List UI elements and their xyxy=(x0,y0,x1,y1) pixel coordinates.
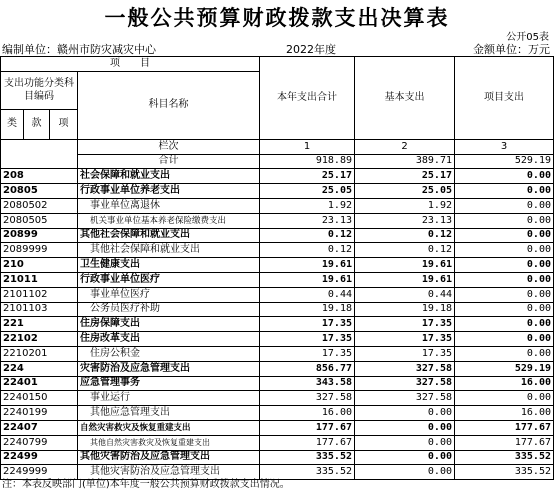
row-total-value: 16.00 xyxy=(260,406,355,421)
row-project-value: 0.00 xyxy=(455,169,554,184)
row-subject-name: 卫生健康支出 xyxy=(78,258,260,273)
row-code: 22401 xyxy=(1,376,78,391)
row-total-value: 1.92 xyxy=(260,198,355,213)
row-total-value: 17.35 xyxy=(260,332,355,347)
row-code: 2080502 xyxy=(1,198,78,213)
row-subject-name: 住房改革支出 xyxy=(78,332,260,347)
unit-label: 金额单位：万元 xyxy=(473,43,550,56)
row-subject-name: 其他自然灾害救灾及恢复重建支出 xyxy=(78,435,260,450)
row-subject-name: 事业单位医疗 xyxy=(78,287,260,302)
row-total-value: 856.77 xyxy=(260,361,355,376)
row-subject-name: 灾害防治及应急管理支出 xyxy=(78,361,260,376)
row-project-value: 16.00 xyxy=(455,406,554,421)
year-label: 2022年度 xyxy=(286,43,336,56)
row-project-value: 0.00 xyxy=(455,272,554,287)
org-label: 编制单位：赣州市防灾减灾中心 xyxy=(2,43,156,56)
row-subject-name: 其他灾害防治及应急管理支出 xyxy=(78,465,260,480)
row-total-value: 0.12 xyxy=(260,243,355,258)
table-row xyxy=(1,287,554,302)
row-code: 2101103 xyxy=(1,302,78,317)
row-basic-value: 19.61 xyxy=(355,258,455,273)
row-basic-value: 0.00 xyxy=(355,465,455,480)
row-total-value: 327.58 xyxy=(260,391,355,406)
table-row xyxy=(1,332,554,347)
row-subject-name: 行政事业单位医疗 xyxy=(78,272,260,287)
row-subject-name: 其他社会保障和就业支出 xyxy=(78,228,260,243)
report-title: 一般公共预算财政拨款支出决算表 xyxy=(104,6,450,30)
table-row xyxy=(1,450,554,465)
row-total-value: 23.13 xyxy=(260,213,355,228)
row-basic-value: 23.13 xyxy=(355,213,455,228)
table-row xyxy=(1,243,554,258)
row-subject-name: 其他社会保障和就业支出 xyxy=(78,243,260,258)
xiang-header: 项 xyxy=(50,109,78,139)
row-total-value: 19.18 xyxy=(260,302,355,317)
row-code: 2101102 xyxy=(1,287,78,302)
row-project-value: 0.00 xyxy=(455,346,554,361)
footer-note: 注：本表反映部门(单位)本年度一般公共预算财政拨款支出情况。 xyxy=(2,479,290,490)
col-project-header: 项目支出 xyxy=(455,57,554,140)
table-row xyxy=(1,169,554,184)
func-code-header: 支出功能分类科目编码 xyxy=(1,71,78,109)
row-total-value: 0.44 xyxy=(260,287,355,302)
col-total-header: 本年支出合计 xyxy=(260,57,355,140)
row-total-value: 19.61 xyxy=(260,258,355,273)
basic-sum: 389.71 xyxy=(355,154,455,169)
row-subject-name: 社会保障和就业支出 xyxy=(78,169,260,184)
row-basic-value: 0.12 xyxy=(355,243,455,258)
heji-label: 合计 xyxy=(78,154,260,169)
row-basic-value: 1.92 xyxy=(355,198,455,213)
table-row xyxy=(1,184,554,199)
table-row xyxy=(1,317,554,332)
row-code: 22102 xyxy=(1,332,78,347)
row-basic-value: 327.58 xyxy=(355,391,455,406)
row-project-value: 0.00 xyxy=(455,198,554,213)
row-project-value: 0.00 xyxy=(455,287,554,302)
row-subject-name: 机关事业单位基本养老保险缴费支出 xyxy=(78,213,260,228)
row-total-value: 343.58 xyxy=(260,376,355,391)
row-code: 20899 xyxy=(1,228,78,243)
row-total-value: 177.67 xyxy=(260,435,355,450)
row-basic-value: 0.00 xyxy=(355,420,455,435)
row-code: 2249999 xyxy=(1,465,78,480)
row-project-value: 177.67 xyxy=(455,435,554,450)
table-row xyxy=(1,361,554,376)
row-subject-name: 住房保障支出 xyxy=(78,317,260,332)
row-code: 2240199 xyxy=(1,406,78,421)
table-row xyxy=(1,346,554,361)
table-row xyxy=(1,258,554,273)
row-subject-name: 住房公积金 xyxy=(78,346,260,361)
row-project-value: 16.00 xyxy=(455,376,554,391)
table-row xyxy=(1,272,554,287)
kuan-header: 款 xyxy=(24,109,50,139)
row-project-value: 0.00 xyxy=(455,184,554,199)
row-total-value: 17.35 xyxy=(260,317,355,332)
col-num-2: 2 xyxy=(355,139,455,154)
table-row xyxy=(1,406,554,421)
row-project-value: 0.00 xyxy=(455,228,554,243)
row-total-value: 335.52 xyxy=(260,450,355,465)
row-basic-value: 0.00 xyxy=(355,450,455,465)
row-basic-value: 0.44 xyxy=(355,287,455,302)
row-subject-name: 行政事业单位养老支出 xyxy=(78,184,260,199)
subject-name-header: 科目名称 xyxy=(78,71,260,139)
row-project-value: 0.00 xyxy=(455,302,554,317)
row-subject-name: 其他灾害防治及应急管理支出 xyxy=(78,450,260,465)
row-code: 2240150 xyxy=(1,391,78,406)
row-code: 20805 xyxy=(1,184,78,199)
row-project-value: 177.67 xyxy=(455,420,554,435)
row-basic-value: 25.17 xyxy=(355,169,455,184)
row-project-value: 335.52 xyxy=(455,450,554,465)
row-code: 221 xyxy=(1,317,78,332)
table-row xyxy=(1,198,554,213)
row-project-value: 335.52 xyxy=(455,465,554,480)
total-sum: 918.89 xyxy=(260,154,355,169)
row-total-value: 177.67 xyxy=(260,420,355,435)
row-code: 224 xyxy=(1,361,78,376)
row-basic-value: 17.35 xyxy=(355,332,455,347)
row-project-value: 0.00 xyxy=(455,391,554,406)
row-code: 210 xyxy=(1,258,78,273)
row-code: 2089999 xyxy=(1,243,78,258)
row-basic-value: 17.35 xyxy=(355,317,455,332)
row-basic-value: 327.58 xyxy=(355,361,455,376)
row-basic-value: 327.58 xyxy=(355,376,455,391)
row-subject-name: 公务员医疗补助 xyxy=(78,302,260,317)
lei-header: 类 xyxy=(1,109,24,139)
row-project-value: 0.00 xyxy=(455,243,554,258)
project-sum: 529.19 xyxy=(455,154,554,169)
row-basic-value: 25.05 xyxy=(355,184,455,199)
col-basic-header: 基本支出 xyxy=(355,57,455,140)
row-basic-value: 0.12 xyxy=(355,228,455,243)
table-row xyxy=(1,228,554,243)
row-total-value: 25.05 xyxy=(260,184,355,199)
row-subject-name: 事业运行 xyxy=(78,391,260,406)
row-subject-name: 事业单位离退休 xyxy=(78,198,260,213)
row-total-value: 335.52 xyxy=(260,465,355,480)
table-row xyxy=(1,213,554,228)
table-row xyxy=(1,435,554,450)
row-basic-value: 19.18 xyxy=(355,302,455,317)
row-code: 2080505 xyxy=(1,213,78,228)
row-subject-name: 应急管理事务 xyxy=(78,376,260,391)
col-num-3: 3 xyxy=(455,139,554,154)
row-code: 22407 xyxy=(1,420,78,435)
row-basic-value: 0.00 xyxy=(355,406,455,421)
row-project-value: 0.00 xyxy=(455,332,554,347)
row-basic-value: 0.00 xyxy=(355,435,455,450)
row-basic-value: 19.61 xyxy=(355,272,455,287)
table-row xyxy=(1,302,554,317)
table-row xyxy=(1,420,554,435)
row-subject-name: 自然灾害救灾及恢复重建支出 xyxy=(78,420,260,435)
row-project-value: 529.19 xyxy=(455,361,554,376)
row-project-value: 0.00 xyxy=(455,258,554,273)
row-total-value: 19.61 xyxy=(260,272,355,287)
row-basic-value: 17.35 xyxy=(355,346,455,361)
row-code: 2210201 xyxy=(1,346,78,361)
form-code: 公开05表 xyxy=(506,32,549,43)
row-code: 2240799 xyxy=(1,435,78,450)
row-code: 208 xyxy=(1,169,78,184)
table-row xyxy=(1,376,554,391)
col-num-1: 1 xyxy=(260,139,355,154)
table-row xyxy=(1,391,554,406)
row-project-value: 0.00 xyxy=(455,213,554,228)
lanci-label: 栏次 xyxy=(78,139,260,154)
row-code: 22499 xyxy=(1,450,78,465)
row-total-value: 17.35 xyxy=(260,346,355,361)
row-total-value: 0.12 xyxy=(260,228,355,243)
row-project-value: 0.00 xyxy=(455,317,554,332)
item-group-header: 项 目 xyxy=(1,57,260,72)
expenditure-table xyxy=(0,56,554,480)
row-total-value: 25.17 xyxy=(260,169,355,184)
row-code: 21011 xyxy=(1,272,78,287)
row-subject-name: 其他应急管理支出 xyxy=(78,406,260,421)
